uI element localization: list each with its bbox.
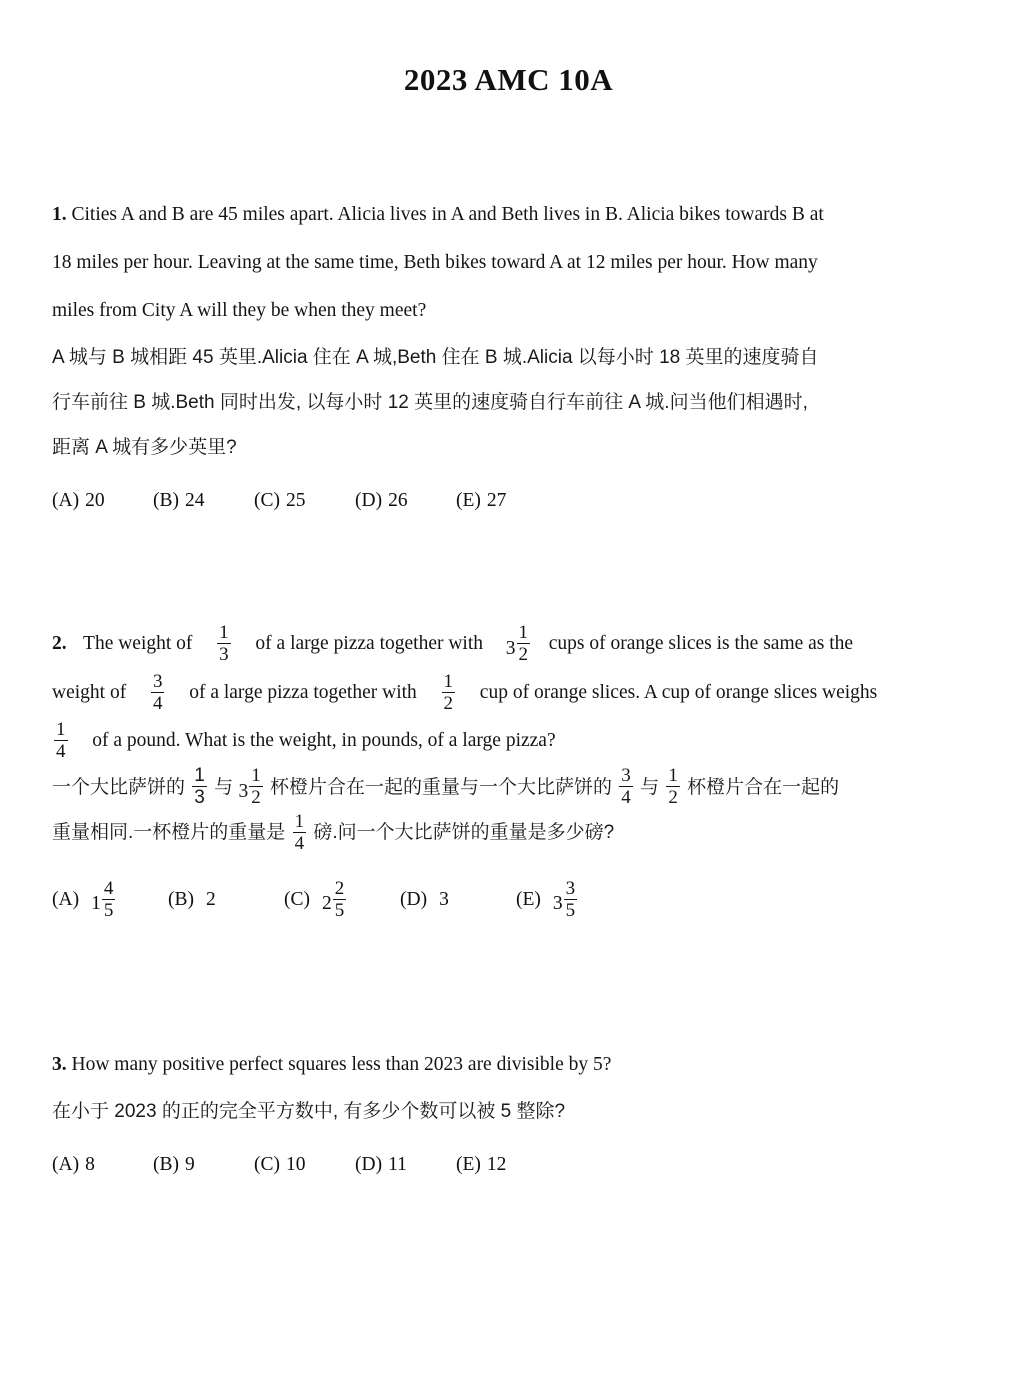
problem-2-cn-text-1c: 杯橙片合在一起的重量与一个大比萨饼的 xyxy=(269,776,612,798)
problem-2-number: 2. xyxy=(52,633,67,654)
problem-3-chinese-line-1: 在小于 2023 的正的完全平方数中, 有多少个数可以被 5 整除? xyxy=(52,1101,566,1123)
choice-value: 3 xyxy=(439,889,449,911)
problem-2-cn-text-1b: 与 xyxy=(214,776,234,798)
problem-1-choice-a[interactable] xyxy=(52,490,153,512)
problem-1-choice-e[interactable] xyxy=(456,490,557,512)
choice-value: 26 xyxy=(388,490,408,511)
problem-3-choice-b[interactable] xyxy=(153,1154,254,1176)
problem-2-choice-d[interactable] xyxy=(400,889,516,911)
problem-3-choice-e[interactable] xyxy=(456,1154,557,1176)
problem-2-text-2a: weight of xyxy=(52,681,127,703)
choice-value: 8 xyxy=(85,1154,95,1176)
problem-2-chinese-line-2 xyxy=(52,810,965,855)
problem-3 xyxy=(52,1041,965,1176)
problem-3-english-line-1 xyxy=(52,1041,965,1089)
choice-value: 9 xyxy=(185,1154,195,1176)
problem-3-choice-a[interactable] xyxy=(52,1154,153,1176)
fraction-one-third: $\frac{1}{3}$ xyxy=(219,622,229,666)
problem-2-choice-b[interactable] xyxy=(168,889,284,911)
problem-1-english-text-1: Cities A and B are 45 miles apart. Alicia lives in A and Beth lives in B. Alicia bikes towards B at xyxy=(71,204,824,225)
problem-2 xyxy=(52,620,965,931)
mixed-number-three-and-one-half: 3 $\frac{1}{2}$ xyxy=(505,622,529,666)
choice-tag: (B) xyxy=(153,490,179,511)
choice-tag: (E) xyxy=(456,490,481,511)
fraction-one-fourth: $\frac{1}{4}$ xyxy=(56,718,66,762)
mixed-number-three-and-one-half: 3 $\frac{1}{2}$ xyxy=(238,765,261,809)
choice-tag: (A) xyxy=(52,1154,80,1176)
choice-value: 27 xyxy=(486,490,507,511)
problem-3-choice-d[interactable] xyxy=(355,1154,456,1176)
problem-1-choice-b[interactable] xyxy=(153,490,254,512)
fraction-one-half: $\frac{1}{2}$ xyxy=(668,765,678,809)
choice-tag: (A) xyxy=(52,490,80,511)
problem-1-choices xyxy=(52,490,965,512)
fraction-one-half: $\frac{1}{2}$ xyxy=(443,670,454,714)
choice-value: 25 xyxy=(286,490,306,511)
choice-tag: (B) xyxy=(153,1154,179,1176)
page-title: 2023 AMC 10A xyxy=(403,62,614,97)
choice-tag: (D) xyxy=(355,1154,383,1176)
fraction-three-fourths: $\frac{3}{4}$ xyxy=(621,765,631,809)
problem-2-chinese-line-1 xyxy=(52,765,965,810)
problem-1-choice-c[interactable] xyxy=(254,490,355,512)
problem-3-choices xyxy=(52,1154,965,1176)
choice-value: 20 xyxy=(85,490,105,511)
problem-1-choice-d[interactable] xyxy=(355,490,456,512)
choice-value: 3 $\frac{3}{5}$ xyxy=(552,877,576,921)
problem-3-number: 3. xyxy=(52,1054,67,1076)
choice-tag: (D) xyxy=(355,490,383,511)
problem-2-cn-text-2b: 磅.问一个大比萨饼的重量是多少磅? xyxy=(313,822,615,844)
choice-tag: (C) xyxy=(254,490,280,511)
choice-value: 2 $\frac{2}{5}$ xyxy=(322,877,345,921)
problem-1-chinese-line-1: A 城与 B 城相距 45 英里.Alicia 住在 A 城,Beth 住在 B 城.Alicia 以每小时 18 英里的速度骑自 xyxy=(52,347,819,368)
problem-1-chinese-line-2: 行车前往 B 城.Beth 同时出发, 以每小时 12 英里的速度骑自行车前往 A 城.问当他们相遇时, xyxy=(52,392,808,413)
problem-2-english-line-3 xyxy=(52,717,965,765)
choice-value: 2 xyxy=(206,889,216,911)
problem-2-choices xyxy=(52,869,965,931)
problem-2-cn-text-1e: 杯橙片合在一起的 xyxy=(687,776,840,798)
problem-2-cn-text-1a: 一个大比萨饼的 xyxy=(52,776,186,798)
problem-2-text-1c: cups of orange slices is the same as the xyxy=(548,633,854,654)
problem-2-text-2c: cup of orange slices. A cup of orange slices weighs xyxy=(479,681,878,703)
problem-2-choice-c[interactable] xyxy=(284,877,400,921)
choice-value: 1 $\frac{4}{5}$ xyxy=(91,877,114,921)
problem-2-choice-a[interactable] xyxy=(52,877,168,921)
problem-2-choice-e[interactable] xyxy=(516,877,632,921)
problem-2-text-1a: The weight of xyxy=(83,633,193,654)
choice-value: 11 xyxy=(388,1154,407,1176)
problem-1-english-line-3: miles from City A will they be when they meet? xyxy=(52,300,427,321)
problem-1 xyxy=(52,191,965,512)
fraction-one-third: $\frac{1}{3}$ xyxy=(194,765,205,809)
problem-2-text-1b: of a large pizza together with xyxy=(255,633,484,654)
problem-3-choice-c[interactable] xyxy=(254,1154,355,1176)
problem-2-text-2b: of a large pizza together with xyxy=(189,681,417,703)
fraction-one-fourth: $\frac{1}{4}$ xyxy=(294,810,305,854)
choice-tag: (C) xyxy=(284,889,310,911)
problem-2-english-line-1 xyxy=(52,620,965,669)
choice-tag: (A) xyxy=(52,889,80,911)
choice-value: 12 xyxy=(486,1154,507,1176)
problem-2-english-line-2 xyxy=(52,669,965,717)
fraction-three-fourths: $\frac{3}{4}$ xyxy=(152,670,163,714)
problem-1-number: 1. xyxy=(52,204,67,225)
problem-1-english-line-2: 18 miles per hour. Leaving at the same time, Beth bikes toward A at 12 miles per hour. How many xyxy=(52,252,818,273)
choice-tag: (D) xyxy=(400,889,428,911)
problem-2-cn-text-1d: 与 xyxy=(640,776,660,798)
choice-value: 24 xyxy=(185,490,205,511)
problem-2-text-3a: of a pound. What is the weight, in pounds, of a large pizza? xyxy=(92,729,556,751)
problem-1-chinese-line-3: 距离 A 城有多少英里? xyxy=(52,437,237,458)
problem-2-cn-text-2a: 重量相同.一杯橙片的重量是 xyxy=(52,822,286,844)
choice-tag: (C) xyxy=(254,1154,280,1176)
choice-value: 10 xyxy=(286,1154,306,1176)
choice-tag: (B) xyxy=(168,889,194,911)
problem-1-english-line-1 xyxy=(52,191,965,239)
choice-tag: (E) xyxy=(516,889,541,911)
choice-tag: (E) xyxy=(456,1154,481,1176)
document-page xyxy=(0,62,1017,1384)
problem-3-english-text-1: How many positive perfect squares less than 2023 are divisible by 5? xyxy=(71,1054,612,1076)
